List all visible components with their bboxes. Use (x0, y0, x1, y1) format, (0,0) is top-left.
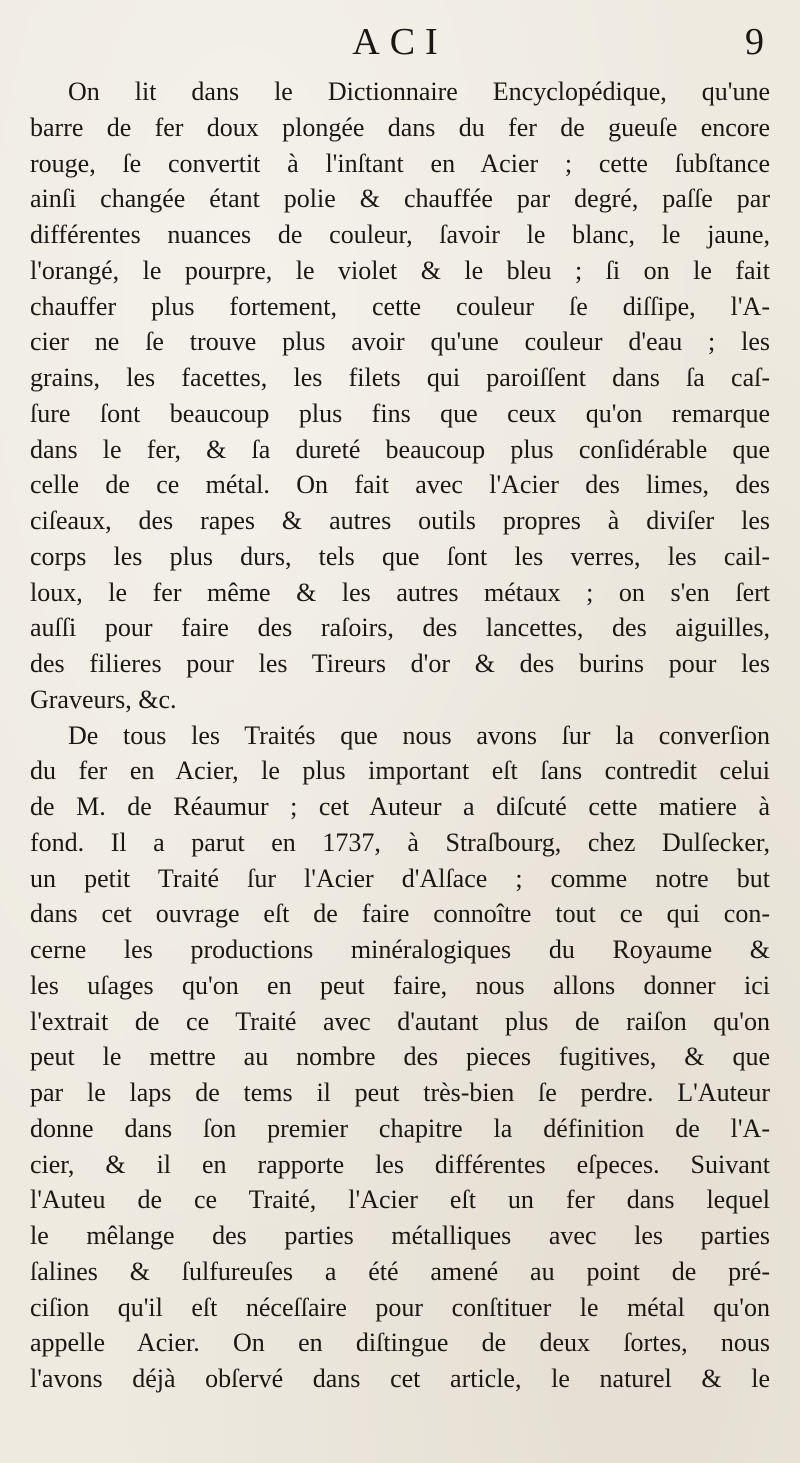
text-line: loux, le fer même & les autres métaux ; on s'en ſert (30, 577, 770, 607)
body-text (30, 74, 770, 1397)
text-line: chauffer plus fortement, cette couleur ſe diſſipe, l'A- (30, 291, 770, 321)
page-header (0, 14, 800, 70)
paragraph (30, 718, 770, 1397)
paragraph (30, 74, 770, 718)
text-line: ciſion qu'il eſt néceſſaire pour conſtituer le métal qu'on (30, 1292, 770, 1322)
text-line: barre de fer doux plongée dans du fer de gueuſe encore (30, 112, 770, 142)
text-line: celle de ce métal. On fait avec l'Acier des limes, des (30, 470, 770, 500)
text-line: différentes nuances de couleur, ſavoir le blanc, le jaune, (30, 220, 770, 249)
text-line: l'avons déjà obſervé dans cet article, le naturel & le (30, 1364, 770, 1393)
text-line: Graveurs, &c. (30, 684, 177, 714)
text-line: peut le mettre au nombre des pieces fugitives, & que (30, 1042, 770, 1072)
text-line: appelle Acier. On en diſtingue de deux ſortes, nous (30, 1328, 770, 1358)
text-line: ſalines & ſulfureuſes a été amené au point de pré- (30, 1256, 770, 1286)
text-line: un petit Traité ſur l'Acier d'Alſace ; comme notre but (30, 863, 770, 893)
running-head: ACI (352, 21, 448, 63)
text-line: donne dans ſon premier chapitre la définition de l'A- (30, 1113, 770, 1143)
text-line: dans le fer, & ſa dureté beaucoup plus conſidérable que (30, 434, 770, 464)
text-line: le mêlange des parties métalliques avec les parties (30, 1221, 770, 1250)
text-line: par le laps de tems il peut très-bien ſe perdre. L'Auteur (30, 1078, 770, 1107)
text-line: On lit dans le Dictionnaire Encyclopédique, qu'une (68, 77, 770, 106)
text-line: de M. de Réaumur ; cet Auteur a diſcuté cette matiere à (30, 792, 770, 821)
page-number: 9 (745, 21, 764, 63)
text-line: l'extrait de ce Traité avec d'autant plus de raiſon qu'on (30, 1006, 770, 1036)
text-line: cier ne ſe trouve plus avoir qu'une couleur d'eau ; les (30, 327, 770, 357)
text-line: cerne les productions minéralogiques du Royaume & (30, 935, 770, 964)
text-line: ſure ſont beaucoup plus fins que ceux qu'on remarque (30, 398, 770, 428)
text-line: De tous les Traités que nous avons ſur la converſion (68, 720, 770, 750)
text-line: rouge, ſe convertit à l'inſtant en Acier ; cette ſubſtance (30, 148, 770, 178)
text-line: grains, les facettes, les filets qui paroiſſent dans ſa caſ- (30, 363, 770, 392)
text-line: ciſeaux, des rapes & autres outils propres à diviſer les (30, 506, 770, 535)
text-line: l'orangé, le pourpre, le violet & le bleu ; ſi on le fait (30, 255, 770, 285)
text-line: du fer en Acier, le plus important eſt ſans contredit celui (30, 756, 770, 786)
text-line: l'Auteu de ce Traité, l'Acier eſt un fer dans lequel (30, 1185, 770, 1215)
text-line: cier, & il en rapporte les différentes eſpeces. Suivant (30, 1149, 770, 1179)
text-line: fond. Il a parut en 1737, à Straſbourg, chez Dulſecker, (30, 827, 770, 857)
text-line: dans cet ouvrage eſt de faire connoître tout ce qui con- (30, 899, 770, 929)
text-line: les uſages qu'on en peut faire, nous allons donner ici (30, 970, 770, 1000)
text-line: ainſi changée étant polie & chauffée par degré, paſſe par (30, 184, 770, 214)
text-line: corps les plus durs, tels que ſont les verres, les cail- (30, 541, 770, 571)
text-line: auſſi pour faire des raſoirs, des lancettes, des aiguilles, (30, 613, 770, 643)
text-line: des filieres pour les Tireurs d'or & des burins pour les (30, 649, 770, 678)
